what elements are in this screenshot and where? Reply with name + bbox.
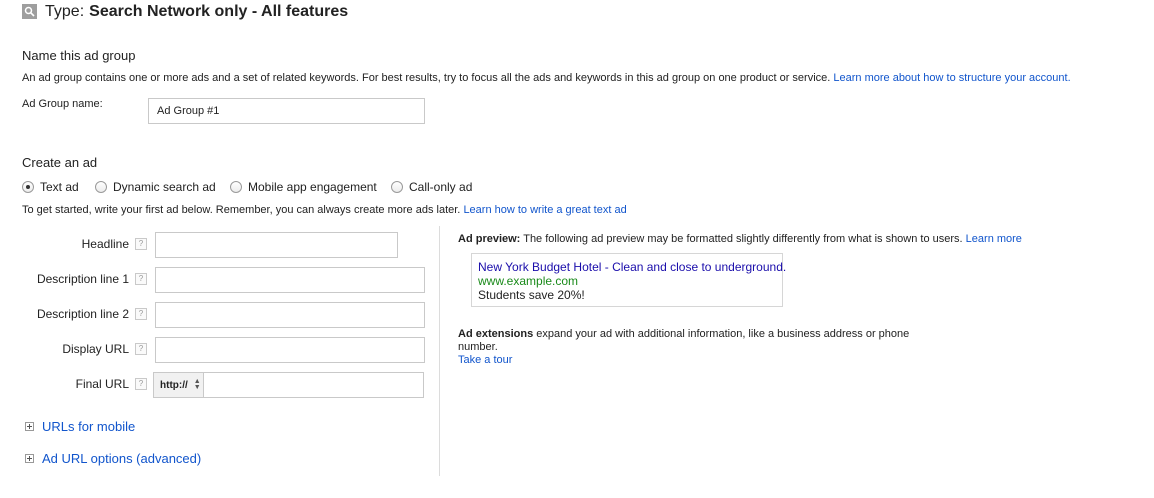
ad-url-options-link[interactable]: Ad URL options (advanced)	[42, 451, 202, 466]
radio-dynamic-search-ad[interactable]	[95, 178, 216, 196]
final-url-input[interactable]	[203, 372, 424, 398]
preview-headline: New York Budget Hotel - Clean and close to underground.	[478, 260, 787, 274]
create-ad-instructions	[22, 204, 627, 216]
plus-box-icon	[25, 422, 34, 431]
campaign-type-value: Search Network only - All features	[89, 3, 349, 20]
radio-circle-selected[interactable]	[22, 181, 34, 193]
ad-group-name-label: Ad Group name:	[22, 98, 103, 110]
column-divider	[439, 226, 440, 476]
display-url-input[interactable]	[155, 337, 425, 363]
description-line-2-input[interactable]	[155, 302, 425, 328]
radio-text-ad[interactable]	[22, 178, 79, 196]
urls-for-mobile-link[interactable]: URLs for mobile	[42, 419, 136, 434]
protocol-value: http://	[160, 379, 188, 391]
take-a-tour-link[interactable]: Take a tour	[458, 354, 513, 366]
ad-preview-header	[458, 233, 1022, 245]
radio-circle[interactable]	[230, 181, 242, 193]
help-icon[interactable]: ?	[135, 343, 147, 355]
create-ad-title: Create an ad	[22, 155, 98, 170]
preview-description: Students save 20%!	[478, 288, 585, 302]
radio-label-mobile-app-engagement: Mobile app engagement	[248, 180, 377, 194]
great-text-ad-link[interactable]: Learn how to write a great text ad	[463, 204, 627, 216]
display-url-label: Display URL	[62, 342, 129, 356]
ad-extensions-line-1	[458, 328, 909, 341]
help-icon[interactable]: ?	[135, 378, 147, 390]
plus-box-icon	[25, 454, 34, 463]
ad-extensions-block	[458, 328, 909, 367]
ad-extensions-label: Ad extensions	[458, 328, 534, 340]
preview-url: www.example.com	[478, 274, 579, 288]
ad-group-title: Name this ad group	[22, 48, 136, 63]
ad-preview-text: The following ad preview may be formatted slightly differently from what is shown to users.	[523, 233, 963, 245]
radio-label-text-ad: Text ad	[40, 180, 79, 194]
instructions-text: To get started, write your first ad below. Remember, you can always create more ads later.	[22, 204, 461, 216]
ad-extensions-text: expand your ad with additional information, like a business address or phone	[536, 328, 910, 340]
urls-for-mobile-toggle[interactable]	[25, 419, 135, 434]
ad-extensions-line-2: number.	[458, 341, 498, 353]
help-icon[interactable]: ?	[135, 273, 147, 285]
ad-group-description-text: An ad group contains one or more ads and a set of related keywords. For best results, try to focus all the ads and keywords in this ad group on one product or service.	[22, 72, 831, 84]
ad-group-description	[22, 72, 1071, 84]
description-line-1-input[interactable]	[155, 267, 425, 293]
radio-label-dynamic-search-ad: Dynamic search ad	[113, 180, 216, 194]
headline-label: Headline	[81, 237, 129, 251]
ad-preview-box	[471, 253, 787, 307]
campaign-type-label: Type:	[45, 3, 85, 20]
structure-account-link[interactable]: Learn more about how to structure your account.	[833, 72, 1071, 84]
help-icon[interactable]: ?	[135, 308, 147, 320]
radio-label-call-only-ad: Call-only ad	[409, 180, 473, 194]
updown-arrows-icon: ▲ ▼	[193, 378, 201, 391]
help-icon[interactable]: ?	[135, 238, 147, 250]
campaign-type	[45, 3, 348, 21]
radio-call-only-ad[interactable]	[391, 178, 472, 196]
ad-preview-label: Ad preview:	[458, 233, 521, 245]
description-line-1-label: Description line 1	[36, 272, 129, 286]
radio-mobile-app-engagement[interactable]	[230, 178, 377, 196]
magnifier-icon	[22, 4, 37, 19]
ad-url-options-toggle[interactable]	[25, 451, 201, 466]
description-line-2-label: Description line 2	[36, 307, 129, 321]
radio-circle[interactable]	[391, 181, 403, 193]
final-url-label: Final URL	[75, 377, 129, 391]
preview-learn-more-link[interactable]: Learn more	[965, 233, 1022, 245]
ad-group-name-input[interactable]	[148, 98, 425, 124]
protocol-select[interactable]	[153, 372, 204, 398]
headline-input[interactable]	[155, 232, 398, 258]
radio-circle[interactable]	[95, 181, 107, 193]
